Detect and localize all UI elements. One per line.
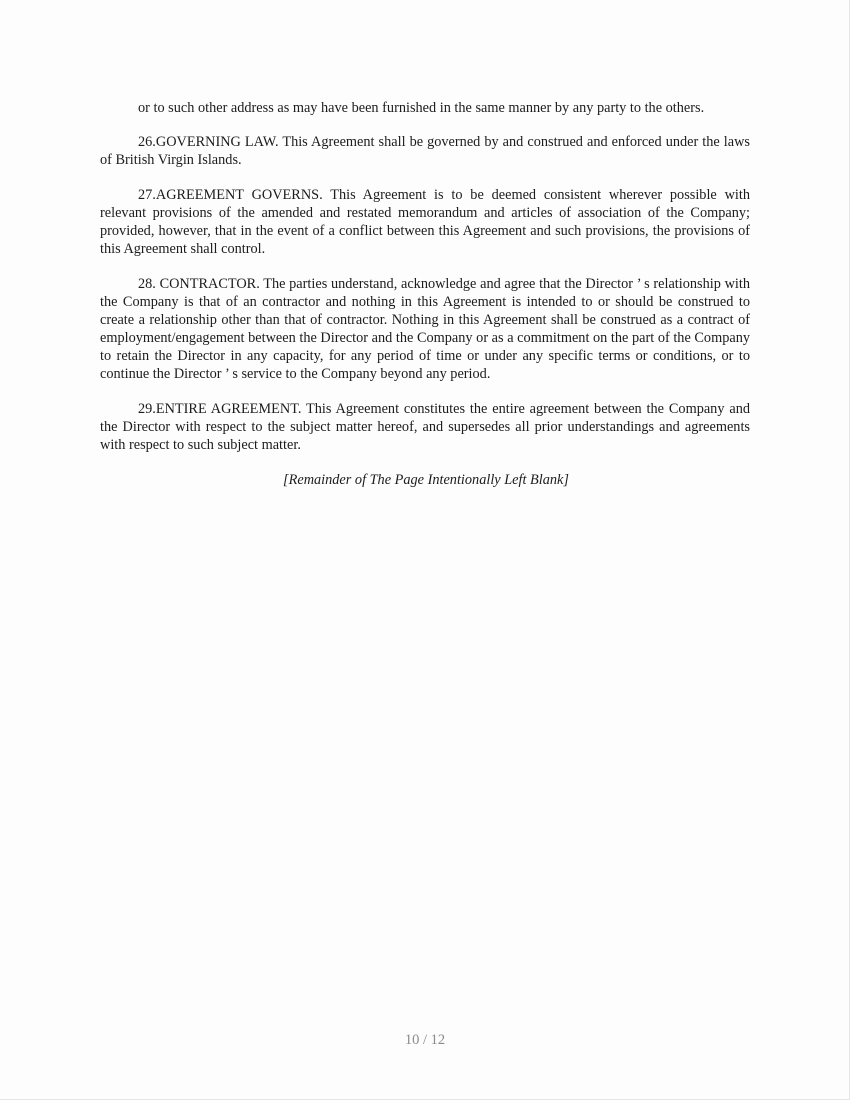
paragraph-contractor: 28. CONTRACTOR. The parties understand, acknowledge and agree that the Director ’ s relationship with the Company is that of an contractor and nothing in this Agreement is intended to or should be construed to create a relationship other than that of contractor. Nothing in this Agreement shall be construed as a contract of employment/engagement between the Director and the Company or as a commitment on the part of the Company to retain the Director in any capacity, for any period of time or under any specific terms or conditions, or to continue the Director ’ s service to the Company beyond any period. <box>100 276 750 382</box>
page-number: 10 / 12 <box>404 1032 446 1048</box>
document-body <box>100 99 750 489</box>
paragraph-agreement-governs: 27.AGREEMENT GOVERNS. This Agreement is to be deemed consistent wherever possible with relevant provisions of the amended and restated memorandum and articles of association of the Company; provided, however, that in the event of a conflict between this Agreement and such provisions, the provisions of this Agreement shall control. <box>100 187 750 257</box>
remainder-blank-note: [Remainder of The Page Intentionally Left Blank] <box>283 472 569 488</box>
paragraph-entire-agreement: 29.ENTIRE AGREEMENT. This Agreement constitutes the entire agreement between the Company and the Director with respect to the subject matter hereof, and supersedes all prior understandings and agreements with respect to such subject matter. <box>100 401 750 453</box>
paragraph-governing-law: 26.GOVERNING LAW. This Agreement shall be governed by and construed and enforced under the laws of British Virgin Islands. <box>100 134 750 168</box>
paragraph-address-continuation: or to such other address as may have been furnished in the same manner by any party to the others. <box>138 100 705 116</box>
